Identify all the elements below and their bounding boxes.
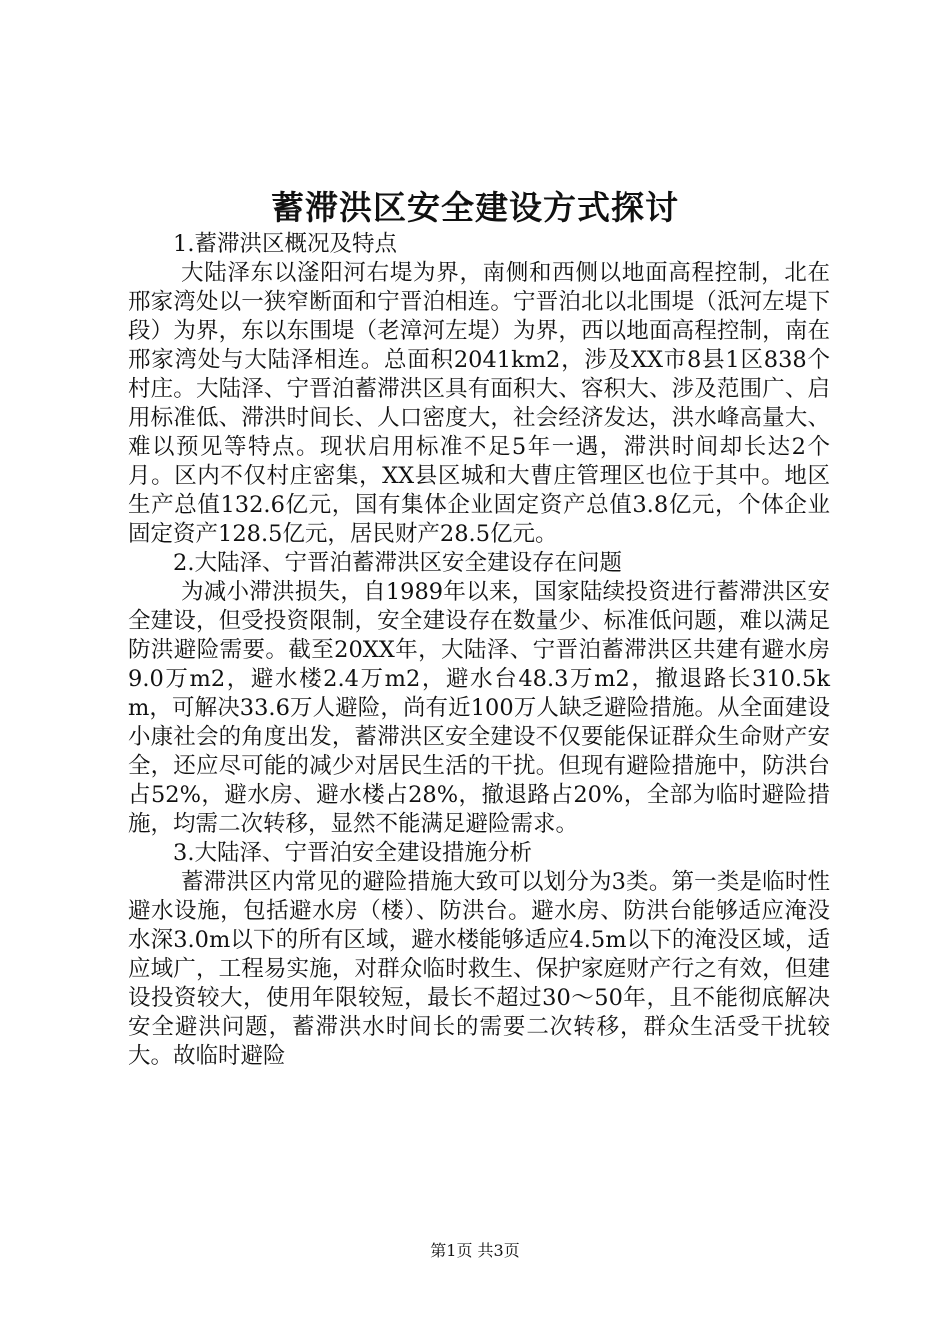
page-number-footer: 第1页 共3页 (430, 1241, 520, 1260)
section-heading: 1.蓄滞洪区概况及特点 (173, 231, 397, 257)
section-heading: 3.大陆泽、宁晋泊安全建设措施分析 (173, 840, 532, 866)
section-heading: 2.大陆泽、宁晋泊蓄滞洪区安全建设存在问题 (173, 550, 622, 576)
document-body (128, 230, 830, 1071)
document-title: 蓄滞洪区安全建设方式探讨 (271, 188, 679, 227)
section-3 (128, 839, 830, 1071)
section-paragraph: 为减小滞洪损失，自1989年以来，国家陆续投资进行蓄滞洪区安全建设，但受投资限制，安全建设存在数量少、标准低问题，难以满足防洪避险需要。截至20XX年，大陆泽、宁晋泊蓄滞洪区共建有避水房9.0万m2，避水楼2.4万m2，避水台48.3万m2，撤退路长310.5km，可解决33.6万人避险，尚有近100万人缺乏避险措施。从全面建设小康社会的角度出发，蓄滞洪区安全建设不仅要能保证群众生命财产安全，还应尽可能的减少对居民生活的干扰。但现有避险措施中，防洪台占52%，避水房、避水楼占28%，撤退路占20%，全部为临时避险措施，均需二次转移，显然不能满足避险需求。 (128, 579, 830, 837)
section-paragraph: 蓄滞洪区内常见的避险措施大致可以划分为3类。第一类是临时性避水设施，包括避水房（楼）、防洪台。避水房、防洪台能够适应淹没水深3.0m以下的所有区域，避水楼能够适应4.5m以下的淹没区域，适应域广，工程易实施，对群众临时救生、保护家庭财产行之有效，但建设投资较大，使用年限较短，最长不超过30～50年，且不能彻底解决安全避洪问题，蓄滞洪水时间长的需要二次转移，群众生活受干扰较大。故临时避险 (128, 869, 830, 1069)
section-2 (128, 549, 830, 839)
section-paragraph: 大陆泽东以滏阳河右堤为界，南侧和西侧以地面高程控制，北在邢家湾处以一狭窄断面和宁晋泊相连。宁晋泊北以北围堤（泜河左堤下段）为界，东以东围堤（老漳河左堤）为界，西以地面高程控制，南在邢家湾处与大陆泽相连。总面积2041km2，涉及XX市8县1区838个村庄。大陆泽、宁晋泊蓄滞洪区具有面积大、容积大、涉及范围广、启用标准低、滞洪时间长、人口密度大，社会经济发达，洪水峰高量大、难以预见等特点。现状启用标准不足5年一遇，滞洪时间却长达2个月。区内不仅村庄密集，XX县区城和大曹庄管理区也位于其中。地区生产总值132.6亿元，国有集体企业固定资产总值3.8亿元，个体企业固定资产128.5亿元，居民财产28.5亿元。 (128, 260, 830, 547)
section-1 (128, 230, 830, 549)
